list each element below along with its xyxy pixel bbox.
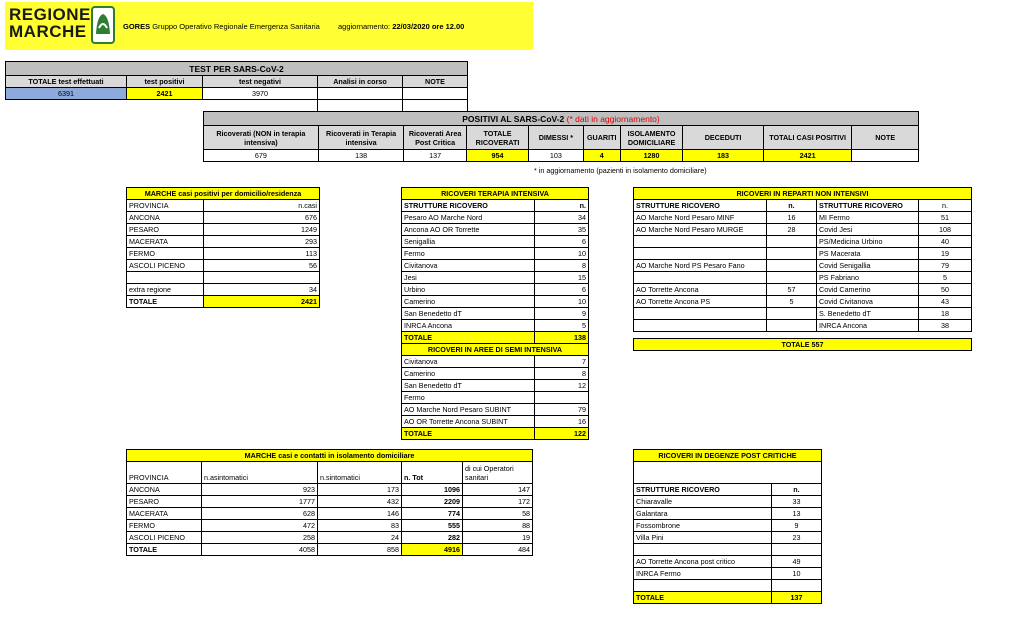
isolamento-total: 4058 [202,544,318,556]
test-value-totale: 6391 [6,88,127,100]
row-name: PS Fabriano [817,272,919,284]
isolamento-header: PROVINCIA [127,462,202,484]
row-value: 57 [767,284,817,296]
row-value: 172 [463,496,533,508]
domicilio-title: MARCHE casi positivi per domicilio/residenza [127,188,320,200]
isolamento-header: n.sintomatici [318,462,402,484]
table-row [402,320,589,332]
row-provincia: MACERATA [127,508,202,520]
table-row [402,224,589,236]
row-value: 8 [535,368,589,380]
positivi-header: Ricoverati (NON in terapia intensiva) [204,126,319,150]
semi-total-value: 122 [535,428,589,440]
intensiva-total-value: 138 [535,332,589,344]
row-name [127,272,204,284]
row-value: 10 [772,568,822,580]
table-row [402,356,589,368]
table-row [634,260,972,272]
row-value: 43 [919,296,972,308]
row-name: AO Marche Nord Pesaro SUBINT [402,404,535,416]
test-empty-cell [318,100,403,112]
positivi-title-text: POSITIVI AL SARS-CoV-2 [462,113,565,124]
isolamento-header: di cui Operatori sanitari [463,462,533,484]
positivi-header: GUARITI [583,126,620,150]
postcritiche-col2: n. [772,484,822,496]
isolamento-title: MARCHE casi e contatti in isolamento domiciliare [127,450,533,462]
positivi-header: TOTALE RICOVERATI [466,126,528,150]
row-value: 555 [402,520,463,532]
row-value [772,544,822,556]
row-name [634,248,767,260]
row-value: 49 [772,556,822,568]
table-row [127,520,533,532]
row-value: 18 [919,308,972,320]
postcritiche-total-value: 137 [772,592,822,604]
positivi-value: 1280 [620,150,682,162]
logo-line1: REGIONE [9,5,91,24]
row-value: 58 [463,508,533,520]
row-value: 35 [535,224,589,236]
row-name: Covid Camerino [817,284,919,296]
row-value: 147 [463,484,533,496]
table-row [127,508,533,520]
intensiva-col-strutture: STRUTTURE RICOVERO [402,200,535,212]
table-row [402,416,589,428]
test-header-positivi: test positivi [127,76,203,88]
row-value: 1249 [204,224,320,236]
row-name: Fermo [402,392,535,404]
row-name: AO Torrette Ancona [634,284,767,296]
reparti-col3: STRUTTURE RICOVERO [817,200,919,212]
positivi-header: Ricoverati Area Post Critica [404,126,466,150]
intensiva-col-n: n. [535,200,589,212]
table-row [634,224,972,236]
domicilio-col-provincia: PROVINCIA [127,200,204,212]
row-name [634,308,767,320]
row-value: 5 [919,272,972,284]
row-value: 6 [535,236,589,248]
row-name [634,320,767,332]
table-row [402,236,589,248]
positivi-value: 2421 [763,150,852,162]
row-name: San Benedetto dT [402,308,535,320]
row-name: MACERATA [127,236,204,248]
table-row [634,520,822,532]
row-value: 34 [535,212,589,224]
positivi-header: ISOLAMENTO DOMICILIARE [620,126,682,150]
row-name: Civitanova [402,356,535,368]
table-row [402,404,589,416]
row-name: Covid Jesi [817,224,919,236]
row-name: AO Marche Nord Pesaro MURGE [634,224,767,236]
row-value [767,248,817,260]
positivi-value: 137 [404,150,466,162]
table-row [402,368,589,380]
row-value: 923 [202,484,318,496]
table-row [127,248,320,260]
table-row [127,496,533,508]
table-row [634,496,822,508]
row-name: Pesaro AO Marche Nord [402,212,535,224]
row-name: Fermo [402,248,535,260]
table-row [402,392,589,404]
isolamento-total: 484 [463,544,533,556]
row-value: 1777 [202,496,318,508]
gores-label: GORES [123,22,151,31]
row-name [634,272,767,284]
reparti-col1: STRUTTURE RICOVERO [634,200,767,212]
positivi-title-note: (* dati in aggiornamento) [566,113,660,124]
row-name: MI Fermo [817,212,919,224]
row-value: 24 [318,532,402,544]
table-row [634,532,822,544]
test-header-analisi: Analisi in corso [318,76,403,88]
table-row [402,296,589,308]
table-row [402,212,589,224]
row-name: Covid Civitanova [817,296,919,308]
table-row [634,212,972,224]
update-label: aggiornamento: [337,22,391,31]
postcritiche-table [633,449,822,604]
row-value: 1096 [402,484,463,496]
positivi-value [852,150,919,162]
row-value: 6 [535,284,589,296]
semi-title: RICOVERI IN AREE DI SEMI INTENSIVA [402,344,589,356]
row-value: 8 [535,260,589,272]
row-value: 676 [204,212,320,224]
row-value [767,236,817,248]
positivi-table [203,111,919,162]
row-name: ANCONA [127,212,204,224]
row-value: 774 [402,508,463,520]
semi-total-label: TOTALE [402,428,535,440]
domicilio-table [126,187,320,308]
row-name [634,544,772,556]
test-value-note [403,88,468,100]
row-value [767,320,817,332]
row-name: Civitanova [402,260,535,272]
row-name: Urbino [402,284,535,296]
table-row [127,212,320,224]
table-row [634,556,822,568]
test-title: TEST PER SARS-CoV-2 [6,62,468,76]
row-name: Chiaravalle [634,496,772,508]
postcritiche-title: RICOVERI IN DEGENZE POST CRITICHE [634,450,822,462]
row-value: 12 [535,380,589,392]
header-banner [5,2,533,50]
positivi-value: 183 [683,150,764,162]
row-name: FERMO [127,248,204,260]
positivi-value: 679 [204,150,319,162]
row-value [767,308,817,320]
row-name: Galantara [634,508,772,520]
table-row [127,484,533,496]
row-value: 432 [318,496,402,508]
positivi-title [204,112,919,126]
positivi-value: 103 [529,150,583,162]
isolamento-total: 858 [318,544,402,556]
row-name: AO Marche Nord PS Pesaro Fano [634,260,767,272]
table-row [402,308,589,320]
table-row [634,544,822,556]
reparti-total: TOTALE 557 [634,339,972,351]
reparti-title: RICOVERI IN REPARTI NON INTENSIVI [634,188,972,200]
row-value: 173 [318,484,402,496]
table-row [127,260,320,272]
row-name: PS/Medicina Urbino [817,236,919,248]
row-value [767,260,817,272]
row-value [535,392,589,404]
row-provincia: ANCONA [127,484,202,496]
positivi-value: 4 [583,150,620,162]
row-value [772,580,822,592]
table-row [634,580,822,592]
row-name: AO Marche Nord Pesaro MINF [634,212,767,224]
table-row [634,248,972,260]
test-empty-cell [403,100,468,112]
row-value: 16 [535,416,589,428]
row-value: 83 [318,520,402,532]
positivi-footnote: * in aggiornamento (pazienti in isolamento domiciliare) [534,166,707,175]
reparti-table [633,187,972,351]
row-name: Camerino [402,296,535,308]
isolamento-total: 4916 [402,544,463,556]
row-name: Jesi [402,272,535,284]
row-value [204,272,320,284]
table-row [634,272,972,284]
table-row [634,568,822,580]
row-name: extra regione [127,284,204,296]
row-name: S. Benedetto dT [817,308,919,320]
row-value: 282 [402,532,463,544]
regione-marche-logo-icon [91,6,115,44]
test-header-negativi: test negativi [203,76,318,88]
reparti-col2: n. [767,200,817,212]
row-value: 7 [535,356,589,368]
intensiva-table [401,187,589,440]
row-value: 38 [919,320,972,332]
row-name: San Benedetto dT [402,380,535,392]
row-name: AO Torrette Ancona PS [634,296,767,308]
table-row [127,272,320,284]
table-row [127,224,320,236]
row-name: Ancona AO OR Torrette [402,224,535,236]
positivi-header: NOTE [852,126,919,150]
row-value: 10 [535,296,589,308]
table-row [402,272,589,284]
row-value: 56 [204,260,320,272]
row-value: 293 [204,236,320,248]
row-value: 51 [919,212,972,224]
row-name: ASCOLI PICENO [127,260,204,272]
row-name: Senigallia [402,236,535,248]
positivi-header: DECEDUTI [683,126,764,150]
table-row [634,296,972,308]
row-value: 113 [204,248,320,260]
positivi-header: Ricoverati in Terapia intensiva [318,126,404,150]
isolamento-table [126,449,533,556]
row-value: 10 [535,248,589,260]
isolamento-header: n. Tot [402,462,463,484]
domicilio-total-value: 2421 [204,296,320,308]
row-name [634,580,772,592]
row-value: 9 [772,520,822,532]
row-name: Covid Senigallia [817,260,919,272]
update-value: 22/03/2020 ore 12.00 [392,22,465,31]
logo-text [9,6,91,40]
row-value: 19 [463,532,533,544]
row-name: INRCA Fermo [634,568,772,580]
row-value: 88 [463,520,533,532]
table-row [127,532,533,544]
positivi-header: DIMESSI * [529,126,583,150]
table-row [402,284,589,296]
row-value: 258 [202,532,318,544]
row-name: Villa Pini [634,532,772,544]
gores-description: Gruppo Operativo Regionale Emergenza Sanitaria [152,22,320,31]
row-value: 50 [919,284,972,296]
domicilio-col-ncasi: n.casi [204,200,320,212]
postcritiche-col1: STRUTTURE RICOVERO [634,484,772,496]
row-value: 79 [919,260,972,272]
row-value: 16 [767,212,817,224]
table-row [634,308,972,320]
test-value-positivi: 2421 [127,88,203,100]
table-row [634,284,972,296]
test-value-negativi: 3970 [203,88,318,100]
intensiva-title: RICOVERI TERAPIA INTENSIVA [402,188,589,200]
row-value: 5 [767,296,817,308]
postcritiche-total-label: TOTALE [634,592,772,604]
row-provincia: ASCOLI PICENO [127,532,202,544]
positivi-value: 138 [318,150,404,162]
test-header-totale: TOTALE test effettuati [6,76,127,88]
row-name: INRCA Ancona [402,320,535,332]
row-value: 28 [767,224,817,236]
table-row [127,284,320,296]
test-header-note: NOTE [403,76,468,88]
row-name: INRCA Ancona [817,320,919,332]
table-row [634,320,972,332]
table-row [402,260,589,272]
row-value: 23 [772,532,822,544]
row-value: 34 [204,284,320,296]
isolamento-header: n.asintomatici [202,462,318,484]
table-row [402,248,589,260]
row-provincia: FERMO [127,520,202,532]
table-row [402,380,589,392]
domicilio-total-label: TOTALE [127,296,204,308]
row-value: 146 [318,508,402,520]
row-name [634,236,767,248]
row-value: 108 [919,224,972,236]
row-name: PESARO [127,224,204,236]
row-name: AO Torrette Ancona post critico [634,556,772,568]
row-name: PS Macerata [817,248,919,260]
reparti-col4: n. [919,200,972,212]
row-value: 628 [202,508,318,520]
row-value: 19 [919,248,972,260]
table-row [634,236,972,248]
row-value: 13 [772,508,822,520]
row-value: 2209 [402,496,463,508]
row-value: 472 [202,520,318,532]
row-value: 33 [772,496,822,508]
row-value: 79 [535,404,589,416]
row-value: 15 [535,272,589,284]
isolamento-total-label: TOTALE [127,544,202,556]
row-value: 40 [919,236,972,248]
gores-line [123,22,464,31]
table-row [127,236,320,248]
row-value: 5 [535,320,589,332]
intensiva-total-label: TOTALE [402,332,535,344]
test-value-analisi [318,88,403,100]
positivi-header: TOTALI CASI POSITIVI [763,126,852,150]
row-value: 9 [535,308,589,320]
table-row [634,508,822,520]
positivi-value: 954 [466,150,528,162]
logo-line2: MARCHE [9,22,87,41]
row-name: AO OR Torrette Ancona SUBINT [402,416,535,428]
row-value [767,272,817,284]
test-table [5,61,468,112]
row-name: Camerino [402,368,535,380]
row-name: Fossombrone [634,520,772,532]
row-provincia: PESARO [127,496,202,508]
